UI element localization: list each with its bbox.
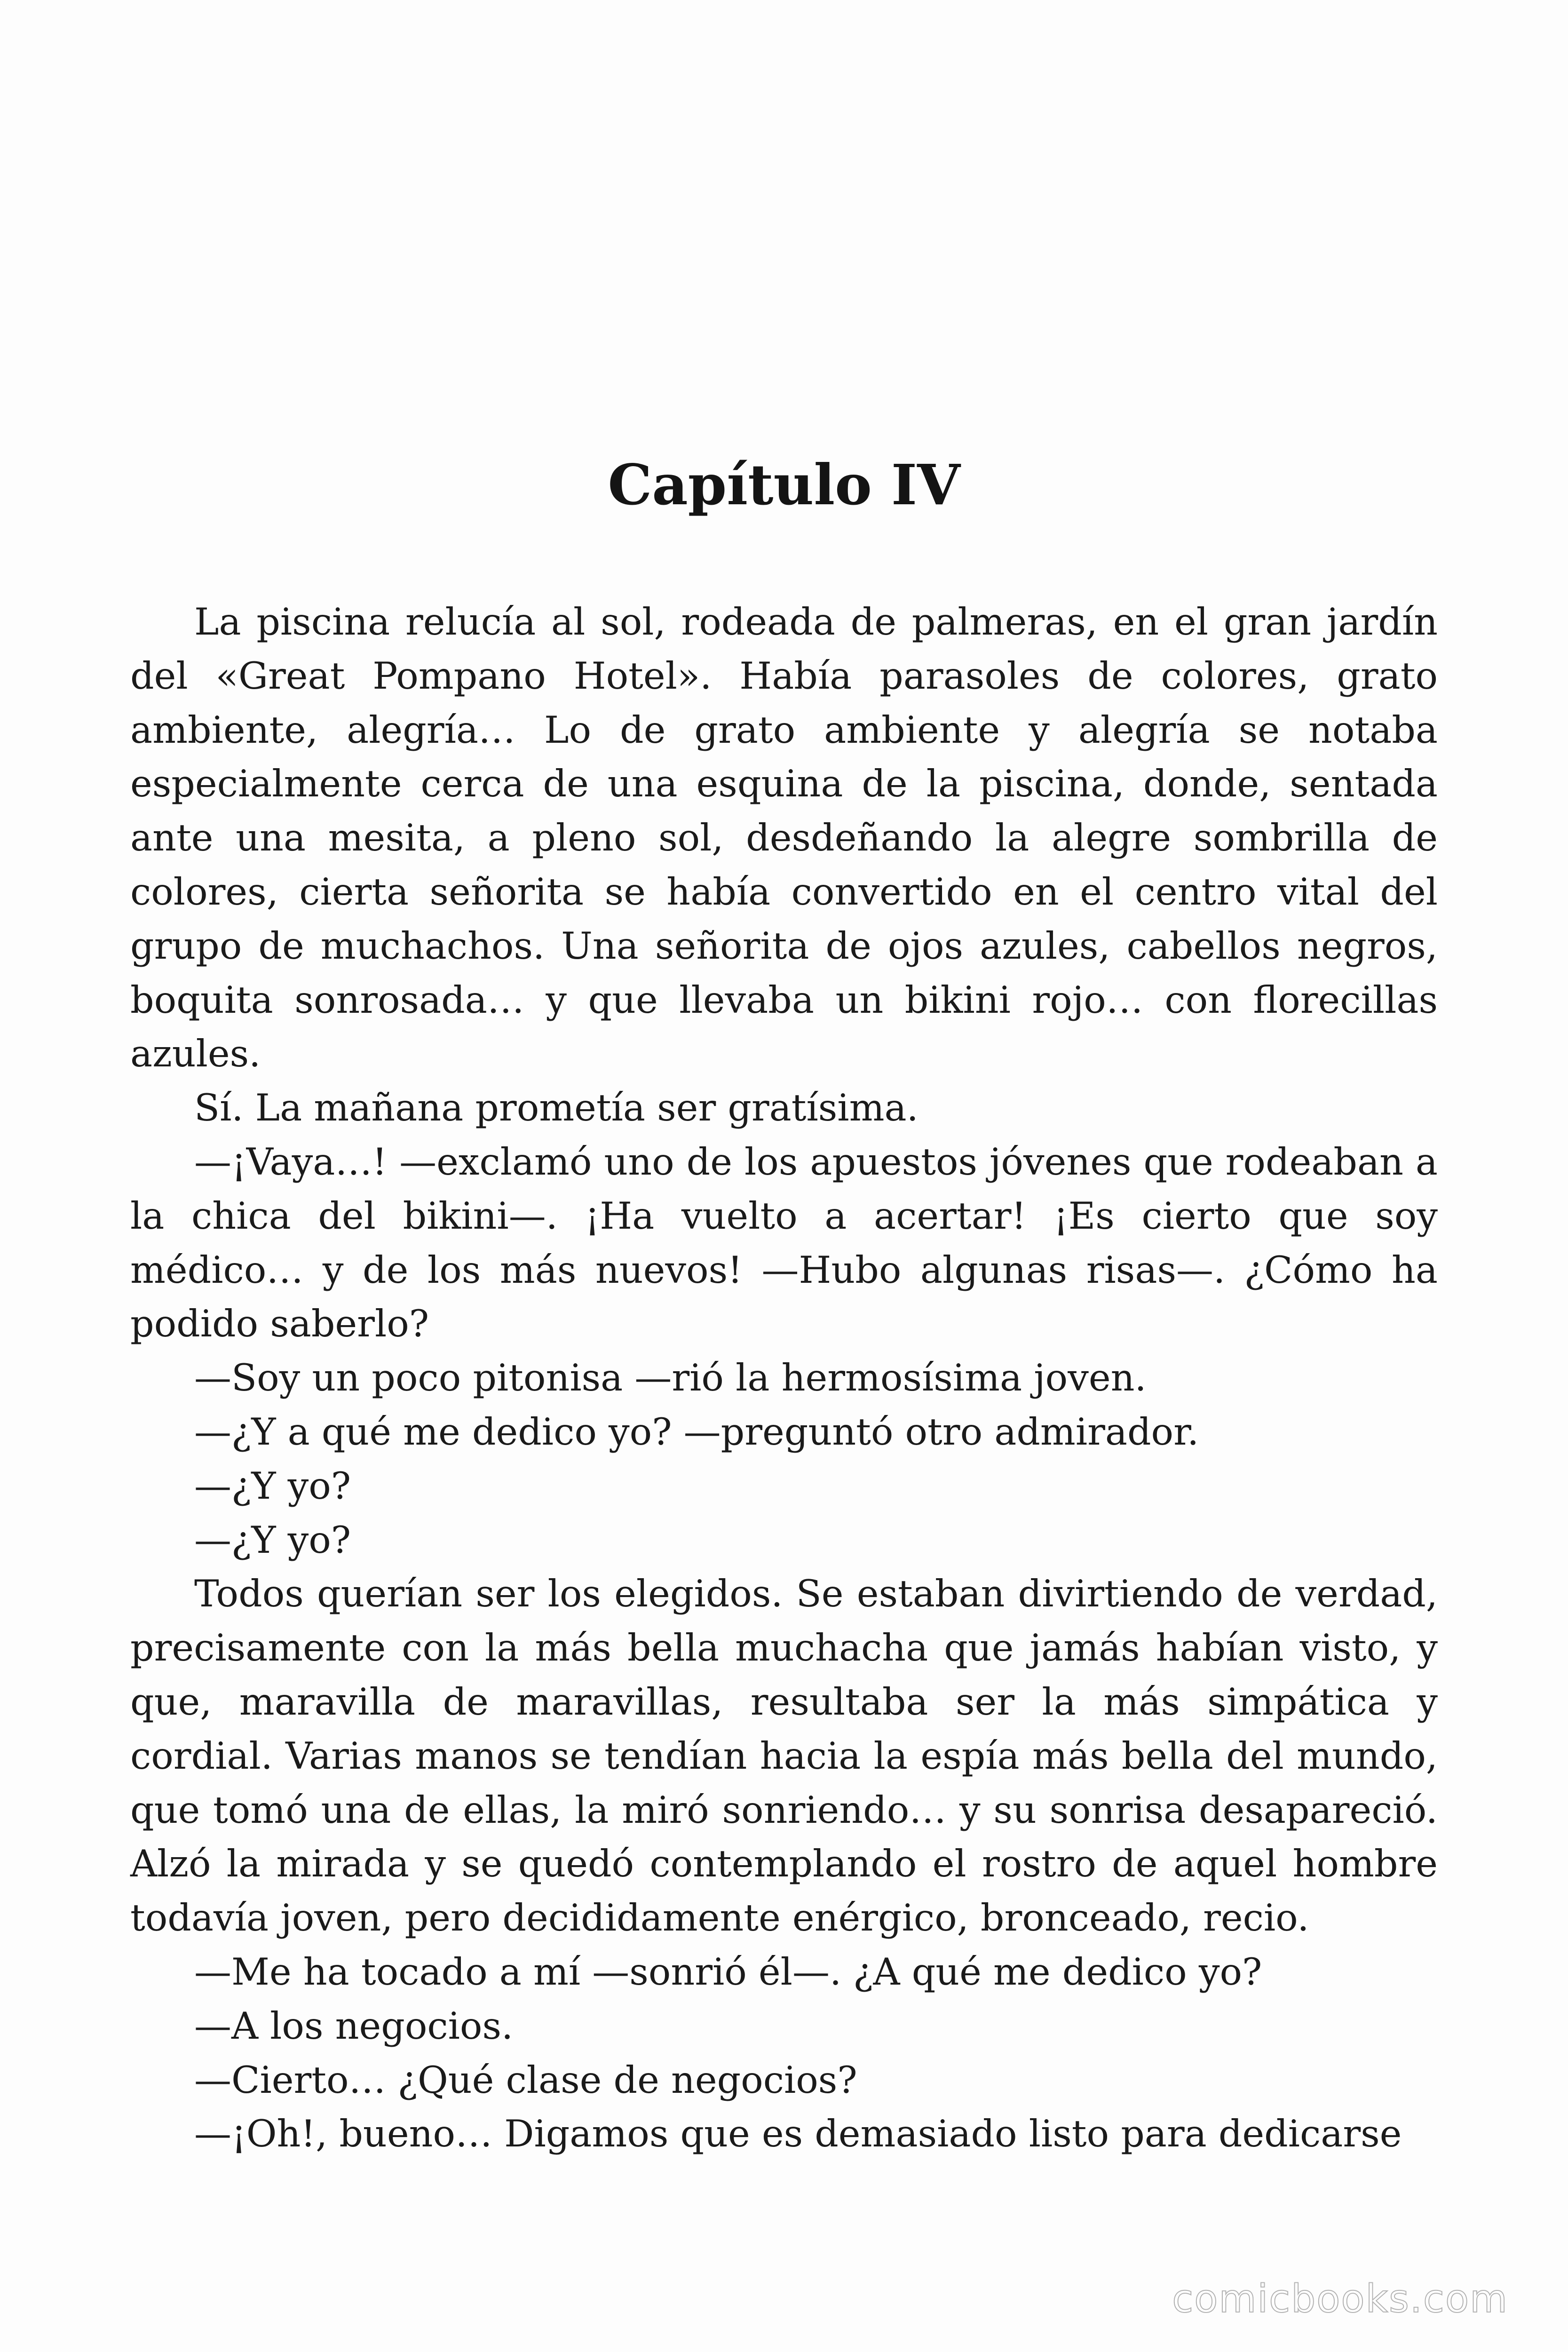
- watermark: comicbooks.com: [1172, 2277, 1508, 2321]
- paragraph: —¿Y a qué me dedico yo? —preguntó otro admirador.: [194, 1410, 1199, 1454]
- paragraph: —Cierto… ¿Qué clase de negocios?: [194, 2058, 857, 2102]
- chapter-title: Capítulo IV: [608, 452, 960, 517]
- paragraph: Sí. La mañana prometía ser gratísima.: [194, 1086, 919, 1130]
- paragraph: —¡Oh!, bueno… Digamos que es demasiado listo para dedicarse: [194, 2112, 1402, 2156]
- paragraph: La piscina relucía al sol, rodeada de palmeras, en el gran jardín del «Great Pompano Hotel». Había parasoles de colores, grato ambiente, alegría… Lo de grato ambiente y alegría se notaba especialmente cerca de una esquina de la piscina, donde, sentada ante una mesita, a pleno sol, desdeñando la alegre sombrilla de colores, cierta señorita se había convertido en el centro vital del grupo de muchachos. Una señorita de ojos azules, cabellos negros, boquita sonrosada… y que llevaba un bikini rojo… con florecillas azules.: [130, 600, 1438, 1076]
- paragraph: —Soy un poco pitonisa —rió la hermosísima joven.: [194, 1356, 1147, 1400]
- paragraph: —A los negocios.: [194, 2004, 514, 2048]
- paragraph: —Me ha tocado a mí —sonrió él—. ¿A qué me dedico yo?: [194, 1950, 1262, 1994]
- paragraph: —¡Vaya…! —exclamó uno de los apuestos jóvenes que rodeaban a la chica del bikini—. ¡Ha vuelto a acertar! ¡Es cierto que soy médico… y de los más nuevos! —Hubo algunas risas—. ¿Cómo ha podido saberlo?: [130, 1140, 1438, 1346]
- chapter-body: [130, 595, 1438, 2161]
- paragraph: —¿Y yo?: [194, 1464, 351, 1508]
- paragraph: Todos querían ser los elegidos. Se estaban divirtiendo de verdad, precisamente con la más bella muchacha que jamás habían visto, y que, maravilla de maravillas, resultaba ser la más simpática y cordial. Varias manos se tendían hacia la espía más bella del mundo, que tomó una de ellas, la miró sonriendo… y su sonrisa desapareció. Alzó la mirada y se quedó contemplando el rostro de aquel hombre todavía joven, pero decididamente enérgico, bronceado, recio.: [130, 1572, 1438, 1940]
- paragraph: —¿Y yo?: [194, 1518, 351, 1562]
